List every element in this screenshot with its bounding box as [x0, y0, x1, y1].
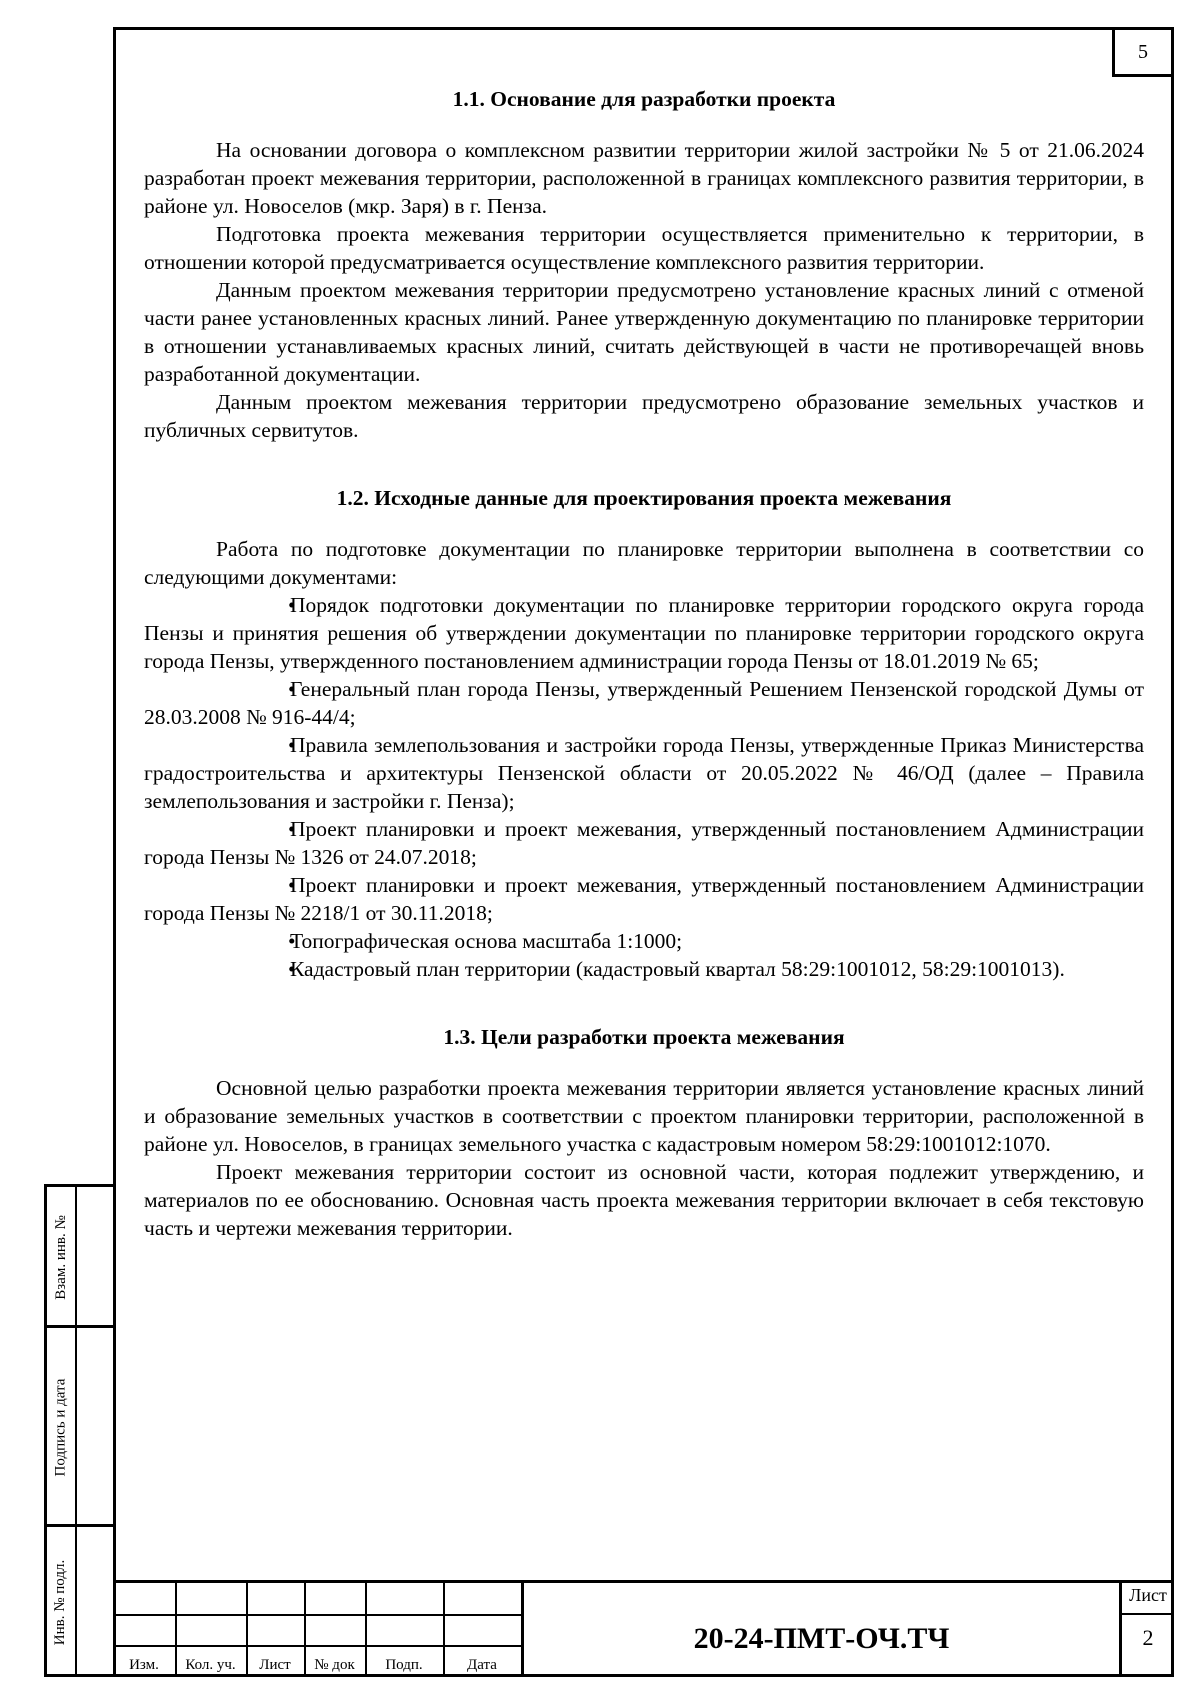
page-number-box	[1112, 27, 1174, 77]
section-heading: 1.3. Цели разработки проекта межевания	[443, 1025, 845, 1049]
sheet-cell	[1119, 1583, 1174, 1677]
bullet-icon	[216, 591, 290, 619]
side-label-inv: Инв. № подл.	[52, 1559, 69, 1645]
side-stamp	[44, 1184, 113, 1677]
paragraph: Проект межевания территории состоит из основной части, которая подлежит утверждению, и материалов по ее обоснованию. Основная часть проекта межевания территории включает в себя текстовую часть и чертежи межевания территории.	[144, 1160, 1144, 1240]
page-number: 5	[1138, 40, 1148, 63]
column-header-data: Дата	[467, 1657, 497, 1673]
list-item: •Кадастровый план территории (кадастровый квартал 58:29:1001012, 58:29:1001013).	[144, 955, 1144, 983]
section-heading: 1.1. Основание для разработки проекта	[452, 87, 836, 111]
column-header-podp: Подп.	[385, 1657, 423, 1673]
list-item: •Порядок подготовки документации по планировке территории городского округа города Пензы и принятия решения об утверждении документации по планировке территории городского округа города Пензы, утвержденного постановлением администрации города Пензы от 18.01.2019 № 65;	[144, 591, 1144, 675]
paragraph: Основной целью разработки проекта межевания территории является установление красных линий и образование земельных участков в соответствии с проектом планировки территории, расположенной в районе ул. Новоселов, в границах земельного участка с кадастровым номером 58:29:1001012:1070.	[144, 1076, 1144, 1156]
document-body	[144, 85, 1144, 1242]
paragraph: Данным проектом межевания территории предусмотрено установление красных линий с отменой части ранее установленных красных линий. Ранее утвержденную документацию по планировке территории в отношении устанавливаемых красных линий, считать действующей в части не противоречащей вновь разработанной документации.	[144, 278, 1144, 386]
bullet-icon	[216, 675, 290, 703]
list-item: •Проект планировки и проект межевания, утвержденный постановлением Администрации города Пензы № 2218/1 от 30.11.2018;	[144, 871, 1144, 927]
paragraph: Подготовка проекта межевания территории осуществляется применительно к территории, в отношении которой предусматривается осуществление комплексного развития территории.	[144, 222, 1144, 274]
sheet-label: Лист	[1122, 1585, 1174, 1615]
list-item: •Правила землепользования и застройки города Пензы, утвержденные Приказ Министерства градостроительства и архитектуры Пензенской области от 20.05.2022 № 46/ОД (далее – Правила землепользования и застройки г. Пенза);	[144, 731, 1144, 815]
bullet-icon	[216, 731, 290, 759]
column-header-no-dok: № док	[314, 1657, 355, 1673]
column-header-izm: Изм.	[129, 1657, 159, 1673]
section-heading: 1.2. Исходные данные для проектирования проекта межевания	[336, 486, 952, 510]
paragraph: Работа по подготовке документации по планировке территории выполнена в соответствии со следующими документами:	[144, 537, 1144, 589]
document-code: 20-24-ПМТ-ОЧ.ТЧ	[521, 1583, 1119, 1677]
list-item: •Топографическая основа масштаба 1:1000;	[144, 927, 1144, 955]
bullet-icon	[216, 815, 290, 843]
bullet-icon	[216, 927, 290, 955]
side-label-vzam: Взам. инв. №	[52, 1215, 69, 1300]
title-block	[113, 1580, 1174, 1677]
bullet-icon	[216, 871, 290, 899]
side-label-podpis: Подпись и дата	[52, 1378, 69, 1477]
bullet-icon	[216, 955, 290, 983]
paragraph: Данным проектом межевания территории предусмотрено образование земельных участков и публичных сервитутов.	[144, 390, 1144, 442]
column-header-list: Лист	[259, 1657, 291, 1673]
list-item: •Проект планировки и проект межевания, утвержденный постановлением Администрации города Пензы № 1326 от 24.07.2018;	[144, 815, 1144, 871]
column-header-kol-uch: Кол. уч.	[185, 1657, 236, 1673]
sheet-number: 2	[1142, 1625, 1154, 1650]
list-item: •Генеральный план города Пензы, утвержденный Решением Пензенской городской Думы от 28.03.2008 № 916-44/4;	[144, 675, 1144, 731]
paragraph: На основании договора о комплексном развитии территории жилой застройки № 5 от 21.06.2024 разработан проект межевания территории, расположенной в границах комплексного развития территории, в районе ул. Новоселов (мкр. Заря) в г. Пенза.	[144, 138, 1144, 218]
